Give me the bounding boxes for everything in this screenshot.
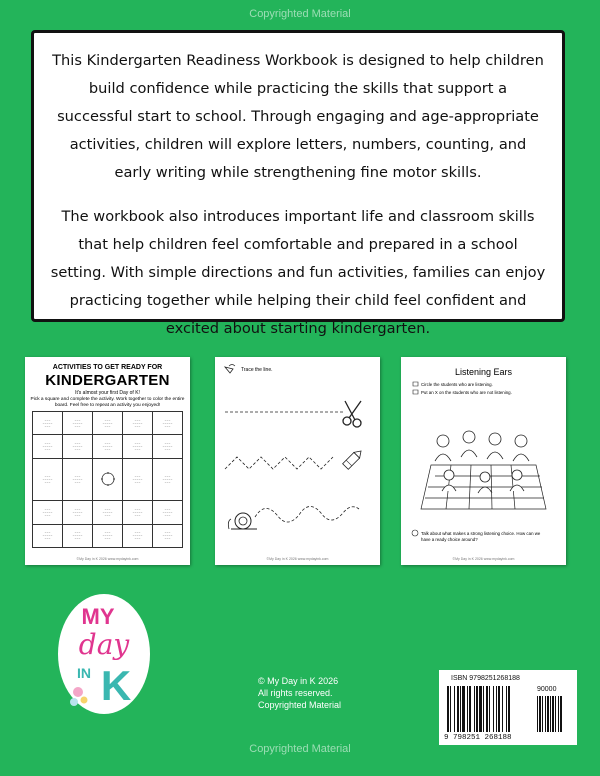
clock-cell-icon [93,458,123,500]
page3-instruction-2: Put an X on the students who are not listening. [421,390,512,395]
tracing-illustration [215,357,380,565]
preview-page-activity-board [25,357,190,565]
watermark-top: Copyrighted Material [249,8,351,20]
page1-instructions: Pick a square and complete the activity. Work together to color the entire board. Feel free to repeat an activity you enjoyed! [30,397,185,408]
logo-k: K [100,662,132,709]
snail-icon [228,513,257,529]
copyright-line-3: Copyrighted Material [258,700,342,710]
pencil-hand-icon [225,365,235,374]
page1-title-line1: ACTIVITIES TO GET READY FOR [52,364,163,371]
barcode-number: 9 798251 268188 [444,734,512,742]
my-day-in-k-logo [54,588,154,720]
copyright-line-2: All rights reserved. [258,688,333,698]
page3-title: Listening Ears [454,367,513,377]
page1-footer: ©My Day in K 2026 www.mydayink.com [76,557,139,561]
logo-in: IN [77,665,91,681]
copyright-line-1: © My Day in K 2026 [258,676,339,686]
crayon-icon [343,448,364,469]
watermark-bottom: Copyrighted Material [249,743,351,755]
preview-page-tracing [215,357,380,565]
description-box [31,30,565,337]
isbn-text: ISBN 9798251268188 [451,675,520,682]
page3-footer: ©My Day in K 2026 www.mydayink.com [452,557,515,561]
price-code: 90000 [537,686,557,693]
activity-grid: ~~~ ~~~~~ ~~~ ~~~ ~~~~~ ~~~ ~~~ ~~~~~ ~~~ ~~~ ~~~~~ ~~~ ~~~ ~~~~~ ~~~ ~~~ ~~~~~ ~~~ ~~~ ~~~~~ ~~~ ~~~ ~~~~~ ~~~ ~~~ ~~~~~ ~~~ ~~~ ~~~~~ ~~~ ~~~ ~~~~~ ~~~ ~~~ ~~~~~ ~~~ ~~~ ~~~~~ ~~~ ~~~ ~~~~~ ~~~ ~~~ ~~~~~ ~~~ ~~~ ~~~~~ ~~~ ~~~ ~~~~~ ~~~ ~~~ ~~~~~ ~~~ ~~~ ~~~~~ ~~~ ~~~ ~~~~~ ~~~ ~~~ ~~~~~ ~~~ ~~~ ~~~~~ ~~~ ~~~ ~~~~~ ~~~ ~~~ ~~~~~ ~~~ [32,411,183,548]
isbn-barcode [439,670,577,745]
page2-footer: ©My Day in K 2026 www.mydayink.com [266,557,329,561]
page2-instruction: Trace the line. [241,367,273,373]
page1-title-line2: KINDERGARTEN [45,372,170,389]
page3-instruction-1: Circle the students who are listening. [421,382,493,387]
scissors-icon [343,401,361,427]
logo-day: day [78,628,130,661]
copyright-notice [258,675,341,711]
description-paragraph-2: The workbook also introduces important life and classroom skills that help children feel comfortable and prepared in a school setting. With simple directions and fun activities, families can enjoy practicing together while helping their child feel confident and excited about starting kindergarten. [50,208,546,337]
description-paragraph-1: This Kindergarten Readiness Workbook is designed to help children build confidence while practicing the skills that support a successful start to school. Through engaging and age-appropriate activities, children will explore letters, numbers, counting, and early writing while strengthening fine motor skills. [52,52,544,181]
logo-my: MY [81,604,115,629]
page3-talk-prompt: Talk about what makes a strong listening choice. How can we have a ready choice around? [421,531,541,542]
page1-subtitle: It's almost your first Day of K! [75,390,140,396]
preview-page-listening [401,357,566,565]
